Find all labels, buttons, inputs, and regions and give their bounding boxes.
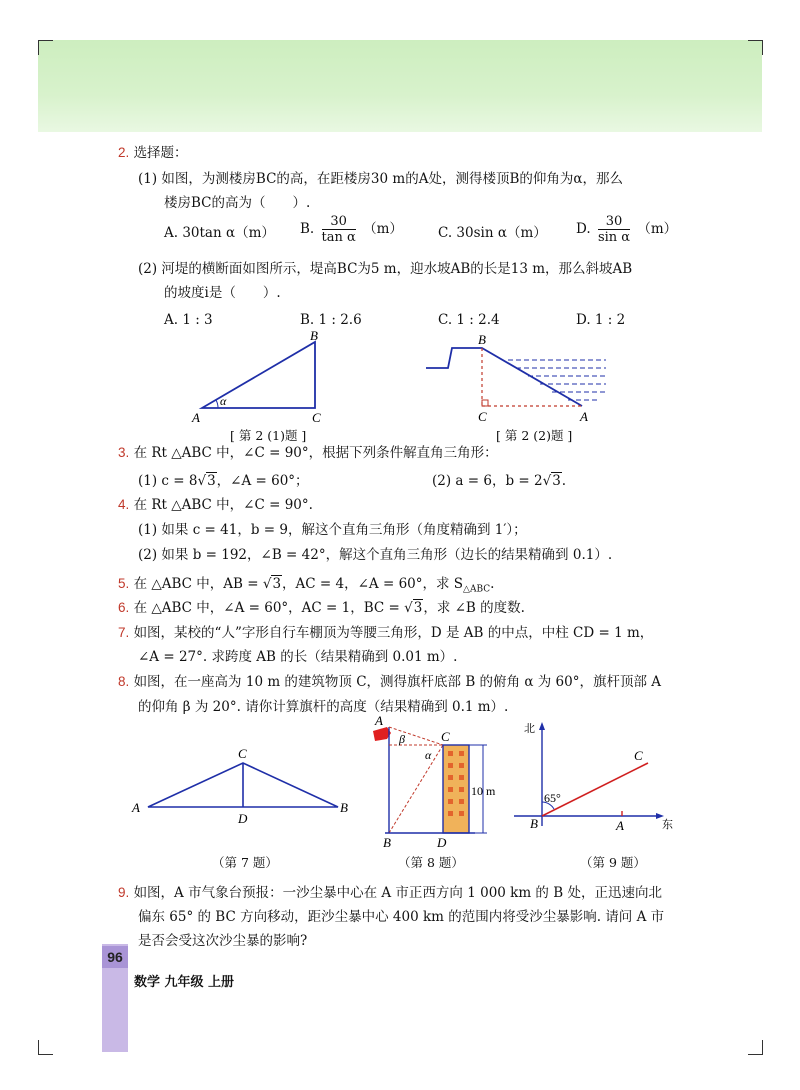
q2-part2-option-c: C. 1 : 2.4 <box>438 312 500 328</box>
q2-title: 选择题： <box>133 145 188 161</box>
crop-mark-bl <box>38 1040 53 1055</box>
fig-8-label-beta: β <box>399 732 405 746</box>
figure-8 <box>365 715 515 850</box>
header-banner <box>38 40 762 132</box>
fig-2-1-label-b: B <box>310 330 318 343</box>
q4-number: 4. <box>118 497 130 512</box>
fig-2-1-label-a: A <box>192 410 200 425</box>
q9-line1: 9. 如图，A 市气象台预报：一沙尘暴中心在 A 市正西方向 1 000 km 的 B 处，正迅速向北 <box>118 885 662 901</box>
q6-line: 6. 在 △ABC 中，∠A = 60°，AC = 1，BC = √3，求 ∠B 的度数. <box>118 600 525 616</box>
fig-2-1-triangle <box>202 342 315 408</box>
fig-2-1-label-c: C <box>312 410 321 425</box>
q2-part2-option-b: B. 1 : 2.6 <box>300 312 362 328</box>
book-title: 数学 九年级 上册 <box>134 975 235 990</box>
fig-8-label-b: B <box>383 835 391 850</box>
figure-2-2 <box>420 330 620 430</box>
q2-part1-line1: (1) 如图，为测楼房BC的高，在距楼房30 m的A处，测得楼顶B的仰角为α，那么 <box>138 171 623 187</box>
q8-number: 8. <box>118 674 130 689</box>
q4-part1: (1) 如果 c = 41，b = 9，解这个直角三角形（角度精确到 1′）； <box>138 522 527 538</box>
fig-2-2-embankment <box>426 348 582 406</box>
fig-9-label-a: A <box>616 818 624 833</box>
q5-line: 5. 在 △ABC 中，AB = √3，AC = 4，∠A = 60°，求 $S_{\triangle ABC}$. <box>118 576 495 595</box>
figure-9-caption: （第 9 题） <box>580 855 646 870</box>
fig-9-path-bc <box>542 763 648 816</box>
q8-line2: 的仰角 β 为 20°. 请你计算旗杆的高度（结果精确到 0.1 m）. <box>138 699 509 715</box>
q2-number: 2. <box>118 145 130 160</box>
q4-part2: (2) 如果 b = 192，∠B = 42°，解这个直角三角形（边长的结果精确到 0.1）. <box>138 547 613 563</box>
fig-2-1-angle-arc <box>216 400 218 408</box>
fig-9-label-c: C <box>634 748 643 763</box>
figure-2-2-caption: [ 第 2 (2)题 ] <box>496 428 573 443</box>
fig-2-2-label-a: A <box>580 409 588 424</box>
fig-8-sight-down <box>389 745 443 833</box>
q2-part1-line2: 楼房BC的高为（ ）. <box>164 195 311 211</box>
q2-heading <box>118 144 188 162</box>
figure-7-caption: （第 7 题） <box>212 855 278 870</box>
figure-7 <box>128 745 358 835</box>
fig-9-label-north: 北 <box>524 723 535 735</box>
q2-part1-option-a: A. 30tan α（m） <box>164 225 275 241</box>
crop-mark-br <box>748 1040 763 1055</box>
fig-8-flag <box>373 727 391 741</box>
fig-9-label-east: 东 <box>662 819 673 831</box>
page-number: 96 <box>102 946 128 968</box>
crop-mark-tr <box>748 40 763 55</box>
q7-line2: ∠A = 27°. 求跨度 AB 的长（结果精确到 0.01 m）. <box>138 649 458 665</box>
fig-2-2-label-c: C <box>478 409 487 424</box>
q9-line3: 是否会受这次沙尘暴的影响? <box>138 933 308 949</box>
fig-7-label-c: C <box>238 746 247 761</box>
q6-number: 6. <box>118 600 130 615</box>
option-b-fraction: $\frac{30}{\text{tan α}}$ <box>321 214 356 245</box>
q7-line1: 7. 如图，某校的“人”字形自行车棚顶为等腰三角形，D 是 AB 的中点，中柱 CD = 1 m， <box>118 625 654 641</box>
figure-8-caption: （第 8 题） <box>398 855 464 870</box>
q2-part1-option-d: D. $\frac{30}{\text{sin α}}$ （m） <box>576 214 678 245</box>
q2-part2-option-d: D. 1 : 2 <box>576 312 626 328</box>
q2-part2-line2: 的坡度i是（ ）. <box>164 285 281 301</box>
fig-9-label-b: B <box>530 816 538 831</box>
q3-line: 3. 在 Rt △ABC 中，∠C = 90°，根据下列条件解直角三角形： <box>118 445 498 461</box>
fig-8-building <box>443 745 469 833</box>
q9-number: 9. <box>118 885 130 900</box>
q2-part2-line1: (2) 河堤的横断面如图所示，堤高BC为5 m，迎水坡AB的长是13 m，那么斜坡AB <box>138 261 633 277</box>
fig-8-label-a: A <box>375 715 383 728</box>
fig-7-label-b: B <box>340 800 348 815</box>
crop-mark-tl <box>38 40 53 55</box>
fig-7-label-d: D <box>238 811 248 826</box>
figure-9 <box>510 718 680 836</box>
q3-number: 3. <box>118 445 130 460</box>
fig-8-label-height: 10 m <box>471 784 496 798</box>
fig-7-label-a: A <box>132 800 140 815</box>
q5-number: 5. <box>118 576 130 591</box>
figure-2-1 <box>190 330 340 430</box>
q7-number: 7. <box>118 625 130 640</box>
fig-2-2-water <box>508 360 606 400</box>
fig-2-2-right-angle <box>482 400 488 406</box>
q4-line: 4. 在 Rt △ABC 中，∠C = 90°. <box>118 497 313 513</box>
option-d-fraction: $\frac{30}{\text{sin α}}$ <box>597 214 631 245</box>
fig-8-label-c: C <box>441 729 450 744</box>
fig-9-label-angle: 65° <box>544 791 561 805</box>
q2-part1-option-b: B. $\frac{30}{\text{tan α}}$ （m） <box>300 214 403 245</box>
q2-part2-option-a: A. 1 : 3 <box>164 312 213 328</box>
q2-part1-option-c: C. 30sin α（m） <box>438 225 547 241</box>
q9-line2: 偏东 65° 的 BC 方向移动，距沙尘暴中心 400 km 的范围内将受沙尘暴影响. 请问 A 市 <box>138 909 665 925</box>
q3-part2: (2) a = 6，b = 2√3. <box>432 473 567 489</box>
fig-8-sight-up <box>389 727 443 745</box>
figure-2-1-caption: [ 第 2 (1)题 ] <box>230 428 307 443</box>
q8-line1: 8. 如图，在一座高为 10 m 的建筑物顶 C，测得旗杆底部 B 的俯角 α 为 60°，旗杆顶部 A <box>118 674 661 690</box>
q3-part1: (1) c = 8√3，∠A = 60°； <box>138 473 309 489</box>
fig-2-2-label-b: B <box>478 332 486 347</box>
fig-8-label-alpha: α <box>425 748 432 762</box>
fig-8-label-d: D <box>437 835 447 850</box>
fig-2-1-label-alpha: α <box>220 394 227 408</box>
